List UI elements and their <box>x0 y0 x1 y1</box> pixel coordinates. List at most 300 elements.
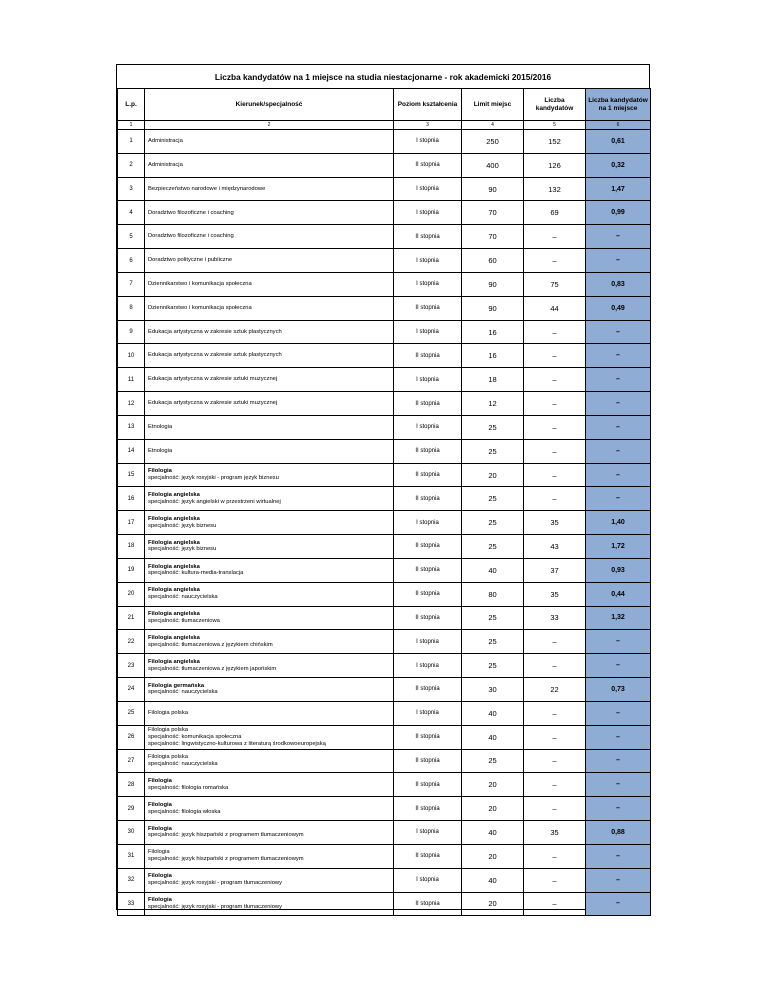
study-level: I stopnia <box>394 320 462 344</box>
program-name <box>145 225 394 249</box>
candidates-count: 44 <box>524 296 586 320</box>
places-limit: 25 <box>462 415 524 439</box>
program-line: Bezpieczeństwo narodowe i międzynarodowe <box>148 185 266 192</box>
program-name <box>145 344 394 368</box>
candidates-per-place: – <box>586 392 651 416</box>
program-title: Filologia angielska <box>148 539 200 546</box>
candidates-per-place: 0,93 <box>586 558 651 582</box>
places-limit: 20 <box>462 463 524 487</box>
row-number: 1 <box>118 130 145 154</box>
candidates-count: 75 <box>524 272 586 296</box>
program-name <box>145 392 394 416</box>
candidates-count: – <box>524 773 586 797</box>
candidates-count: 35 <box>524 511 586 535</box>
program-line: specjalność: tłumaczeniowa z językiem chińskim <box>148 641 273 648</box>
study-level: I stopnia <box>394 368 462 392</box>
program-title: Filologia angielska <box>148 515 200 522</box>
candidates-count: – <box>524 868 586 892</box>
program-name <box>145 821 394 845</box>
program-line: Filologia <box>148 849 170 856</box>
study-level: I stopnia <box>394 654 462 678</box>
program-line: Dziennikarstwo i komunikacja społeczna <box>148 304 252 311</box>
row-number: 4 <box>118 201 145 225</box>
program-title: Filologia <box>148 777 172 784</box>
candidates-per-place: 0,88 <box>586 821 651 845</box>
program-line: Filologia polska <box>148 726 188 733</box>
program-title: Filologia angielska <box>148 658 200 665</box>
table-row <box>118 439 651 463</box>
program-name <box>145 725 394 749</box>
places-limit: 250 <box>462 130 524 154</box>
program-title: Filologia germańska <box>148 682 205 689</box>
program-line: specjalność: filologia romańska <box>148 784 229 791</box>
row-number: 13 <box>118 415 145 439</box>
program-name <box>145 272 394 296</box>
program-name <box>145 773 394 797</box>
program-name <box>145 320 394 344</box>
program-line: Administracja <box>148 138 183 145</box>
study-level: II stopnia <box>394 344 462 368</box>
header-ratio: Liczba kandydatów na 1 miejsce <box>586 89 651 121</box>
candidates-count: 69 <box>524 201 586 225</box>
program-line: specjalność: język rosyjski - program język biznesu <box>148 475 279 481</box>
table-row <box>118 415 651 439</box>
program-name <box>145 535 394 559</box>
program-name <box>145 630 394 654</box>
program-name <box>145 844 394 868</box>
study-level: II stopnia <box>394 439 462 463</box>
program-line: Etnologia <box>148 447 173 454</box>
program-name <box>145 463 394 487</box>
places-limit: 40 <box>462 701 524 725</box>
places-limit: 16 <box>462 344 524 368</box>
table-row <box>118 892 651 916</box>
program-line: Doradztwo polityczne i publiczne <box>148 257 233 264</box>
table-row <box>118 463 651 487</box>
table-row <box>118 701 651 725</box>
program-line: specjalność: kultura-media-translacja <box>148 570 244 577</box>
program-name <box>145 701 394 725</box>
program-line: specjalność: język hiszpański z programem tłumaczeniowym <box>148 856 304 863</box>
candidates-count: 22 <box>524 678 586 702</box>
table-row <box>118 130 651 154</box>
places-limit: 25 <box>462 487 524 511</box>
candidates-count: 33 <box>524 606 586 630</box>
program-title: Filologia <box>148 873 172 880</box>
places-limit: 400 <box>462 153 524 177</box>
program-line: specjalność: nauczycielska <box>148 594 218 601</box>
study-level: II stopnia <box>394 892 462 916</box>
document-sheet <box>116 64 650 910</box>
places-limit: 70 <box>462 225 524 249</box>
table-row <box>118 606 651 630</box>
candidates-per-place: – <box>586 844 651 868</box>
study-level: I stopnia <box>394 130 462 154</box>
candidates-count: 132 <box>524 177 586 201</box>
page-title: Liczba kandydatów na 1 miejsce na studia niestacjonarne - rok akademicki 2015/2016 <box>214 72 552 82</box>
column-number: 3 <box>394 121 462 130</box>
program-line: Edukacja artystyczna w zakresie sztuki muzycznej <box>148 376 278 383</box>
study-level: I stopnia <box>394 821 462 845</box>
program-line: Doradztwo filozoficzne i coaching <box>148 209 234 216</box>
column-number: 5 <box>524 121 586 130</box>
study-level: I stopnia <box>394 201 462 225</box>
row-number: 28 <box>118 773 145 797</box>
program-line: specjalność: język biznesu <box>148 546 217 553</box>
program-title: Filologia <box>148 468 172 475</box>
places-limit: 25 <box>462 749 524 773</box>
study-level: II stopnia <box>394 153 462 177</box>
table-row <box>118 296 651 320</box>
places-limit: 16 <box>462 320 524 344</box>
candidates-per-place: 0,61 <box>586 130 651 154</box>
row-number: 6 <box>118 249 145 273</box>
places-limit: 12 <box>462 392 524 416</box>
column-number: 1 <box>118 121 145 130</box>
header-row <box>118 89 651 121</box>
table-row <box>118 558 651 582</box>
program-title: Filologia <box>148 897 172 904</box>
program-name <box>145 249 394 273</box>
study-level: I stopnia <box>394 701 462 725</box>
study-level: I stopnia <box>394 177 462 201</box>
candidates-count: 43 <box>524 535 586 559</box>
candidates-count: – <box>524 463 586 487</box>
places-limit: 40 <box>462 868 524 892</box>
candidates-count: – <box>524 701 586 725</box>
program-line: specjalność: lingwistyczno-kulturowa z literaturą środkowoeuropejską <box>148 740 326 747</box>
candidates-per-place: 1,47 <box>586 177 651 201</box>
candidates-per-place: – <box>586 320 651 344</box>
program-name <box>145 415 394 439</box>
candidates-count: – <box>524 225 586 249</box>
table-row <box>118 153 651 177</box>
candidates-table <box>117 88 651 916</box>
places-limit: 30 <box>462 678 524 702</box>
program-line: Edukacja artystyczna w zakresie sztuki muzycznej <box>148 400 278 407</box>
places-limit: 20 <box>462 844 524 868</box>
program-name <box>145 511 394 535</box>
candidates-per-place: 0,32 <box>586 153 651 177</box>
places-limit: 25 <box>462 606 524 630</box>
program-title: Filologia <box>148 825 172 832</box>
table-row <box>118 392 651 416</box>
study-level: I stopnia <box>394 630 462 654</box>
row-number: 16 <box>118 487 145 511</box>
program-name <box>145 439 394 463</box>
table-row <box>118 630 651 654</box>
program-name <box>145 153 394 177</box>
program-title: Filologia angielska <box>148 611 200 618</box>
row-number: 8 <box>118 296 145 320</box>
program-title: Filologia angielska <box>148 587 200 594</box>
candidates-count: – <box>524 797 586 821</box>
candidates-count: – <box>524 725 586 749</box>
column-number: 2 <box>145 121 394 130</box>
candidates-per-place: 0,49 <box>586 296 651 320</box>
row-number: 25 <box>118 701 145 725</box>
table-row <box>118 582 651 606</box>
study-level: I stopnia <box>394 272 462 296</box>
candidates-per-place: 0,99 <box>586 201 651 225</box>
candidates-per-place: – <box>586 630 651 654</box>
program-line: Dziennikarstwo i komunikacja społeczna <box>148 280 252 287</box>
places-limit: 25 <box>462 439 524 463</box>
row-number: 10 <box>118 344 145 368</box>
program-name <box>145 177 394 201</box>
study-level: II stopnia <box>394 535 462 559</box>
candidates-per-place: – <box>586 701 651 725</box>
row-number: 31 <box>118 844 145 868</box>
places-limit: 80 <box>462 582 524 606</box>
candidates-per-place: 0,83 <box>586 272 651 296</box>
table-body <box>118 130 651 916</box>
candidates-per-place: – <box>586 368 651 392</box>
table-row <box>118 177 651 201</box>
table-row <box>118 749 651 773</box>
program-name <box>145 130 394 154</box>
candidates-per-place: – <box>586 487 651 511</box>
program-line: Doradztwo filozoficzne i coaching <box>148 233 234 240</box>
row-number: 7 <box>118 272 145 296</box>
candidates-count: – <box>524 892 586 916</box>
program-line: specjalność: język angielski w przestrzeni wirtualnej <box>148 498 281 505</box>
program-line: specjalność: język rosyjski - program tłumaczeniowy <box>148 880 283 887</box>
program-line: specjalność: język biznesu <box>148 522 217 529</box>
places-limit: 40 <box>462 725 524 749</box>
table-row <box>118 654 651 678</box>
candidates-count: – <box>524 249 586 273</box>
candidates-per-place: – <box>586 797 651 821</box>
program-line: Administracja <box>148 161 183 168</box>
table-row <box>118 487 651 511</box>
program-line: Edukacja artystyczna w zakresie sztuk plastycznych <box>148 352 282 359</box>
program-name <box>145 201 394 225</box>
program-name <box>145 868 394 892</box>
program-line: Etnologia <box>148 423 173 430</box>
program-name <box>145 558 394 582</box>
study-level: II stopnia <box>394 725 462 749</box>
candidates-count: – <box>524 320 586 344</box>
candidates-per-place: – <box>586 725 651 749</box>
row-number: 12 <box>118 392 145 416</box>
row-number: 27 <box>118 749 145 773</box>
program-line: specjalność: nauczycielska <box>148 689 218 696</box>
table-row <box>118 844 651 868</box>
program-line: specjalność: tłumaczeniowa <box>148 617 220 624</box>
row-number: 24 <box>118 678 145 702</box>
places-limit: 25 <box>462 511 524 535</box>
header-lp: L.p. <box>118 89 145 121</box>
table-row <box>118 821 651 845</box>
header-kierunek: Kierunek/specjalność <box>145 89 394 121</box>
study-level: II stopnia <box>394 773 462 797</box>
candidates-per-place: 1,40 <box>586 511 651 535</box>
study-level: II stopnia <box>394 749 462 773</box>
program-line: Filologia polska <box>148 709 188 716</box>
table-row <box>118 225 651 249</box>
program-title: Filologia <box>148 801 172 808</box>
candidates-count: – <box>524 844 586 868</box>
candidates-per-place: – <box>586 892 651 916</box>
study-level: II stopnia <box>394 678 462 702</box>
table-row <box>118 773 651 797</box>
program-title: Filologia angielska <box>148 635 200 641</box>
program-line: specjalność: filologia włoska <box>148 808 221 815</box>
program-line: specjalność: język rosyjski - program tłumaczeniowy <box>148 903 283 910</box>
column-number: 6 <box>586 121 651 130</box>
program-name <box>145 797 394 821</box>
program-line: specjalność: komunikacja społeczna <box>148 733 242 740</box>
study-level: II stopnia <box>394 225 462 249</box>
candidates-per-place: – <box>586 249 651 273</box>
row-number: 11 <box>118 368 145 392</box>
row-number: 20 <box>118 582 145 606</box>
candidates-per-place: – <box>586 225 651 249</box>
row-number: 30 <box>118 821 145 845</box>
row-number: 3 <box>118 177 145 201</box>
study-level: I stopnia <box>394 868 462 892</box>
candidates-count: – <box>524 630 586 654</box>
row-number: 22 <box>118 630 145 654</box>
row-number: 19 <box>118 558 145 582</box>
study-level: I stopnia <box>394 511 462 535</box>
candidates-per-place: – <box>586 654 651 678</box>
table-row <box>118 725 651 749</box>
places-limit: 40 <box>462 558 524 582</box>
candidates-count: – <box>524 415 586 439</box>
candidates-count: – <box>524 344 586 368</box>
program-line: Edukacja artystyczna w zakresie sztuk plastycznych <box>148 328 282 335</box>
table-row <box>118 320 651 344</box>
candidates-count: – <box>524 439 586 463</box>
study-level: II stopnia <box>394 558 462 582</box>
places-limit: 70 <box>462 201 524 225</box>
program-name <box>145 749 394 773</box>
program-line: Filologia polska <box>148 754 188 761</box>
candidates-per-place: 1,72 <box>586 535 651 559</box>
program-name <box>145 606 394 630</box>
candidates-count: 37 <box>524 558 586 582</box>
places-limit: 25 <box>462 654 524 678</box>
row-number: 33 <box>118 892 145 916</box>
study-level: II stopnia <box>394 797 462 821</box>
study-level: II stopnia <box>394 392 462 416</box>
table-row <box>118 868 651 892</box>
table-row <box>118 201 651 225</box>
places-limit: 40 <box>462 821 524 845</box>
program-name <box>145 654 394 678</box>
places-limit: 90 <box>462 296 524 320</box>
places-limit: 25 <box>462 630 524 654</box>
places-limit: 90 <box>462 177 524 201</box>
places-limit: 20 <box>462 797 524 821</box>
candidates-per-place: – <box>586 773 651 797</box>
program-line: specjalność: tłumaczeniowa z językiem japońskim <box>148 665 277 672</box>
program-name <box>145 678 394 702</box>
table-row <box>118 249 651 273</box>
row-number: 21 <box>118 606 145 630</box>
candidates-count: – <box>524 392 586 416</box>
study-level: II stopnia <box>394 582 462 606</box>
candidates-count: 35 <box>524 582 586 606</box>
column-number-row <box>118 121 651 130</box>
row-number: 26 <box>118 725 145 749</box>
candidates-per-place: – <box>586 749 651 773</box>
places-limit: 18 <box>462 368 524 392</box>
program-name <box>145 892 394 916</box>
study-level: II stopnia <box>394 844 462 868</box>
row-number: 2 <box>118 153 145 177</box>
row-number: 18 <box>118 535 145 559</box>
places-limit: 20 <box>462 773 524 797</box>
table-row <box>118 511 651 535</box>
places-limit: 25 <box>462 535 524 559</box>
program-title: Filologia angielska <box>148 563 200 570</box>
program-line: specjalność: język hiszpański z programem tłumaczeniowym <box>148 832 304 839</box>
column-number: 4 <box>462 121 524 130</box>
header-poziom: Poziom kształcenia <box>394 89 462 121</box>
candidates-count: – <box>524 654 586 678</box>
program-name <box>145 582 394 606</box>
candidates-per-place: 0,44 <box>586 582 651 606</box>
places-limit: 90 <box>462 272 524 296</box>
candidates-count: – <box>524 749 586 773</box>
row-number: 14 <box>118 439 145 463</box>
header-kandydaci: Liczba kandydatów <box>524 89 586 121</box>
study-level: II stopnia <box>394 606 462 630</box>
study-level: II stopnia <box>394 296 462 320</box>
candidates-count: 35 <box>524 821 586 845</box>
candidates-per-place: 0,73 <box>586 678 651 702</box>
row-number: 15 <box>118 463 145 487</box>
row-number: 23 <box>118 654 145 678</box>
candidates-per-place: 1,32 <box>586 606 651 630</box>
study-level: II stopnia <box>394 487 462 511</box>
candidates-count: – <box>524 487 586 511</box>
candidates-count: 126 <box>524 153 586 177</box>
program-name <box>145 368 394 392</box>
table-row <box>118 535 651 559</box>
row-number: 32 <box>118 868 145 892</box>
header-limit: Limit miejsc <box>462 89 524 121</box>
table-row <box>118 797 651 821</box>
row-number: 29 <box>118 797 145 821</box>
candidates-per-place: – <box>586 415 651 439</box>
program-title: Filologia angielska <box>148 492 200 499</box>
candidates-per-place: – <box>586 439 651 463</box>
table-row <box>118 272 651 296</box>
program-name <box>145 296 394 320</box>
program-line: specjalność: nauczycielska <box>148 760 218 767</box>
places-limit: 20 <box>462 892 524 916</box>
table-row <box>118 678 651 702</box>
program-name <box>145 487 394 511</box>
row-number: 9 <box>118 320 145 344</box>
candidates-per-place: – <box>586 463 651 487</box>
candidates-per-place: – <box>586 344 651 368</box>
row-number: 17 <box>118 511 145 535</box>
candidates-count: 152 <box>524 130 586 154</box>
study-level: II stopnia <box>394 463 462 487</box>
candidates-per-place: – <box>586 868 651 892</box>
study-level: I stopnia <box>394 249 462 273</box>
places-limit: 60 <box>462 249 524 273</box>
row-number: 5 <box>118 225 145 249</box>
study-level: I stopnia <box>394 415 462 439</box>
candidates-count: – <box>524 368 586 392</box>
table-row <box>118 368 651 392</box>
